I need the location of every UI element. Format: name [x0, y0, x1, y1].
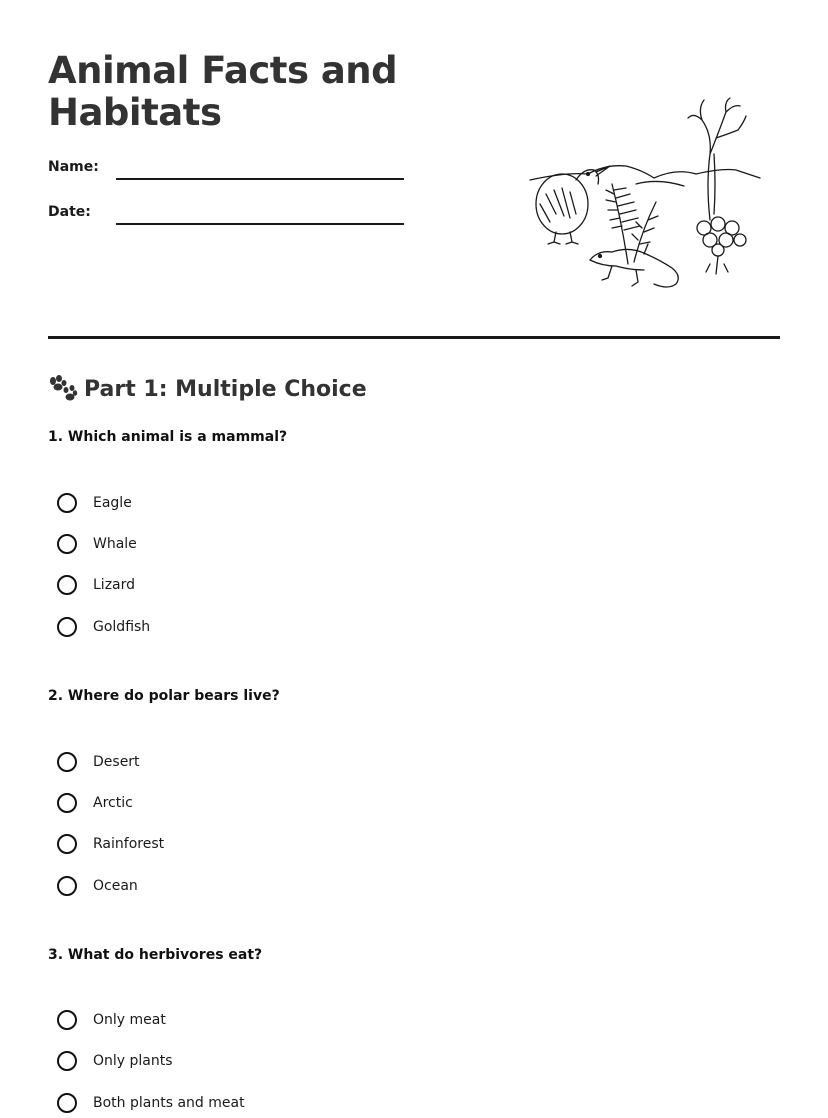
- radio-button[interactable]: [57, 493, 77, 513]
- radio-button[interactable]: [57, 1051, 77, 1071]
- mountains-icon: [530, 166, 760, 186]
- section-divider: [48, 336, 780, 339]
- q1-option-lizard[interactable]: [57, 572, 135, 598]
- option-label: Rainforest: [93, 836, 165, 852]
- radio-button[interactable]: [57, 617, 77, 637]
- paw-icon: [48, 375, 78, 403]
- radio-button[interactable]: [57, 834, 77, 854]
- q2-option-rainforest[interactable]: [57, 831, 164, 857]
- kiwi-bird-icon: [536, 166, 610, 244]
- q1-option-eagle[interactable]: [57, 490, 132, 516]
- option-label: Desert: [93, 754, 140, 770]
- radio-button[interactable]: [57, 752, 77, 772]
- radio-button[interactable]: [57, 534, 77, 554]
- tree-icon: [688, 98, 746, 274]
- part1-heading: [48, 373, 367, 405]
- radio-button[interactable]: [57, 876, 77, 896]
- q1-option-whale[interactable]: [57, 531, 137, 557]
- nature-illustration-icon: [526, 94, 766, 296]
- question-3: 3. What do herbivores eat?: [48, 947, 263, 963]
- q2-option-ocean[interactable]: [57, 873, 138, 899]
- date-field[interactable]: [48, 204, 408, 228]
- option-label: Lizard: [93, 577, 136, 593]
- option-label: Arctic: [93, 795, 133, 811]
- part1-heading-text: Part 1: Multiple Choice: [84, 376, 367, 402]
- option-label: Ocean: [93, 878, 138, 894]
- name-label: Name:: [48, 159, 99, 175]
- q2-option-desert[interactable]: [57, 749, 140, 775]
- q3-option-only-meat[interactable]: [57, 1007, 166, 1033]
- q3-option-both[interactable]: [57, 1090, 245, 1116]
- q1-option-goldfish[interactable]: [57, 614, 150, 640]
- radio-button[interactable]: [57, 793, 77, 813]
- date-line[interactable]: [116, 223, 404, 225]
- page-title: Animal Facts and Habitats: [48, 49, 398, 134]
- option-label: Goldfish: [93, 619, 151, 635]
- radio-button[interactable]: [57, 1010, 77, 1030]
- option-label: Eagle: [93, 495, 132, 511]
- option-label: Both plants and meat: [93, 1095, 245, 1111]
- date-label: Date:: [48, 204, 91, 220]
- radio-button[interactable]: [57, 1093, 77, 1113]
- option-label: Only meat: [93, 1012, 166, 1028]
- name-line[interactable]: [116, 178, 404, 180]
- lizard-icon: [590, 244, 678, 287]
- option-label: Whale: [93, 536, 137, 552]
- name-field[interactable]: [48, 159, 408, 183]
- radio-button[interactable]: [57, 575, 77, 595]
- question-2: 2. Where do polar bears live?: [48, 688, 280, 704]
- question-1: 1. Which animal is a mammal?: [48, 429, 288, 445]
- option-label: Only plants: [93, 1053, 173, 1069]
- q3-option-only-plants[interactable]: [57, 1048, 173, 1074]
- q2-option-arctic[interactable]: [57, 790, 133, 816]
